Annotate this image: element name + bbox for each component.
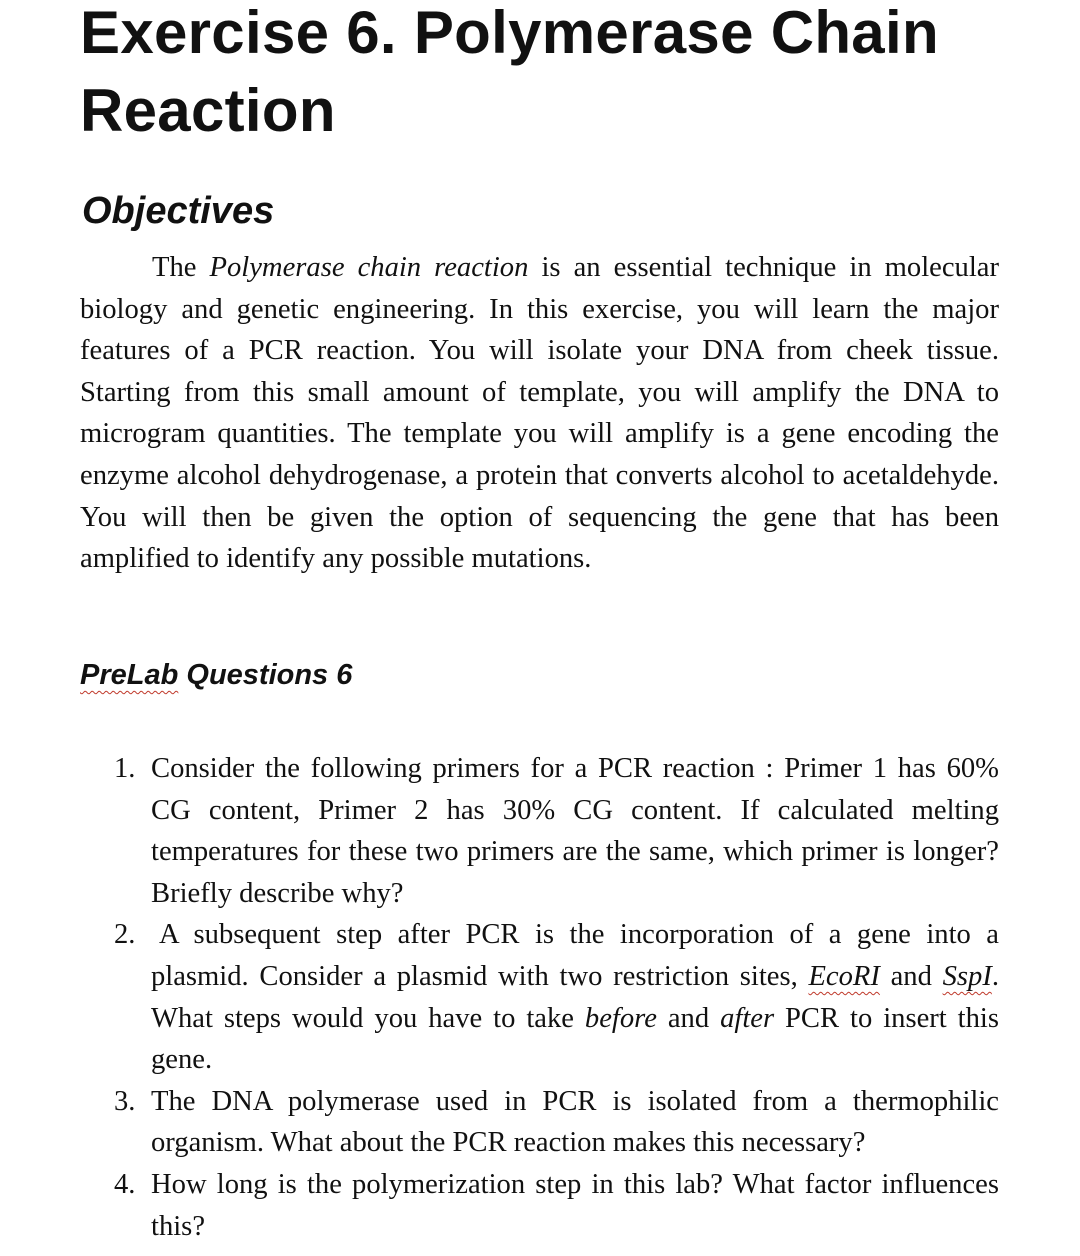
page-title: Exercise 6. Polymerase Chain Reaction: [80, 0, 939, 144]
question-item-4: [114, 1164, 999, 1247]
question-number: 4.: [114, 1168, 136, 1200]
question-item-3: [114, 1081, 999, 1164]
q2-part2: and: [879, 960, 943, 992]
restriction-site-sspi: SspI: [942, 960, 992, 992]
q2-part1: A subsequent step after PCR is the incorporation of a gene into a plasmid. Consider a plasmid with two restriction sites,: [151, 919, 999, 992]
q2-part4: and: [656, 1002, 721, 1034]
restriction-site-ecori: EcoRI: [808, 960, 880, 992]
q2-before-emphasis: before: [584, 1002, 657, 1034]
question-text: How long is the polymerization step in this lab? What factor influences this?: [151, 1168, 999, 1242]
intro-italic-term: Polymerase chain reaction: [209, 252, 529, 283]
question-number: 2.: [114, 919, 136, 951]
intro-pre: The: [152, 252, 210, 283]
objectives-heading: Objectives: [82, 190, 275, 232]
prelab-heading-rest: Questions 6: [178, 659, 353, 691]
prelab-heading: [80, 655, 352, 695]
question-text: The DNA polymerase used in PCR is isolated from a thermophilic organism. What about the PCR reaction makes this necessary?: [151, 1085, 999, 1159]
question-item-1: [114, 748, 999, 914]
question-text: [151, 914, 999, 1080]
question-text: Consider the following primers for a PCR reaction : Primer 1 has 60% CG content, Primer 2 has 30% CG content. If calculated melting temperatures for these two primers are the same, which primer is longer? Briefly describe why?: [151, 753, 999, 909]
question-item-2: [114, 914, 999, 1080]
q2-after-emphasis: after: [720, 1002, 775, 1034]
q2-part5: PCR to insert this gene.: [151, 1002, 999, 1076]
prelab-heading-word: PreLab: [80, 659, 179, 691]
objectives-paragraph: [80, 247, 999, 580]
question-number: 3.: [114, 1085, 136, 1117]
question-number: 1.: [114, 753, 136, 784]
prelab-question-list: [114, 748, 999, 1247]
q2-part3: . What steps would you have to take: [151, 960, 999, 1034]
intro-body: is an essential technique in molecular biology and genetic engineering. In this exercise, you will learn the major features of a PCR reaction. You will isolate your DNA from cheek tissue. Starting from this small amount of template, you will amplify the DNA to microgram quantities. The template you will amplify is a gene encoding the enzyme alcohol dehydrogenase, a protein that converts alcohol to acetaldehyde. You will then be given the option of sequencing the gene that has been amplified to identify any possible mutations.: [80, 252, 1000, 575]
